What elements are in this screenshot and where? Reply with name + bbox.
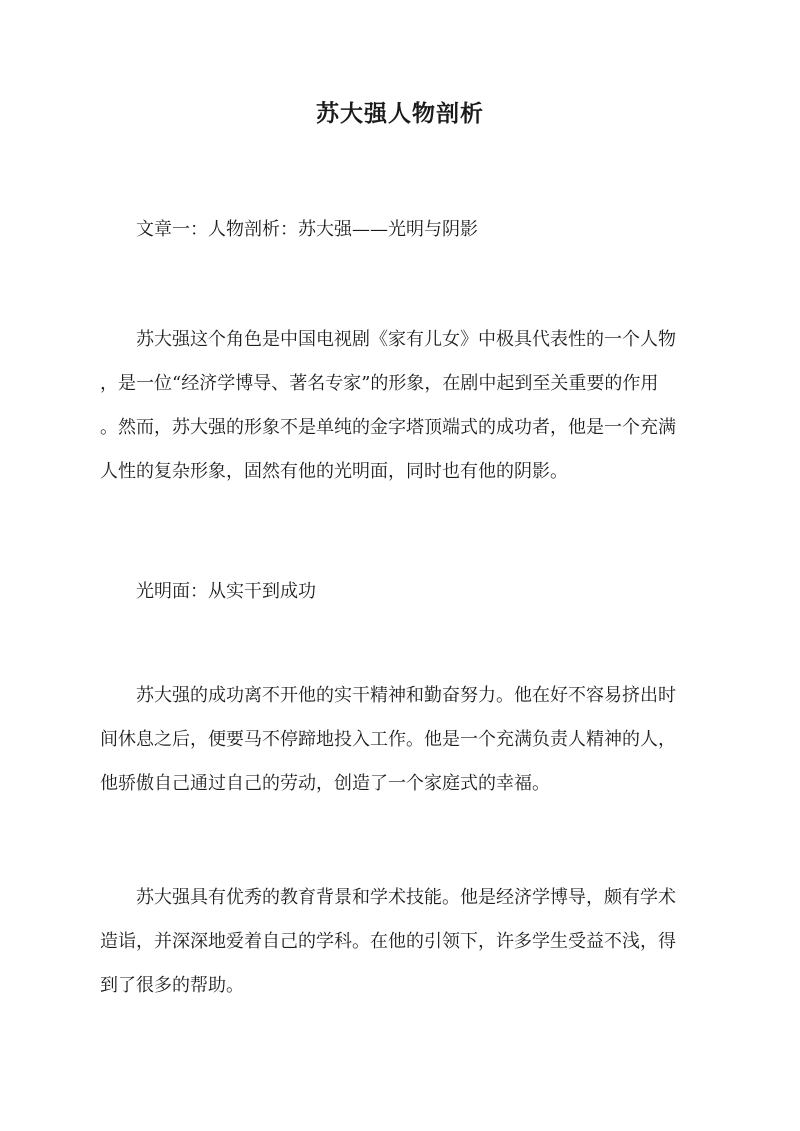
paragraph-line: 。然而，苏大强的形象不是单纯的金字塔顶端式的成功者，他是一个充满 [100, 417, 676, 438]
paragraph-line: ，是一位“经济学博导、著名专家”的形象，在剧中起到至关重要的作用 [100, 373, 659, 394]
paragraph-line: 苏大强具有优秀的教育背景和学术技能。他是经济学博导，颇有学术 [136, 887, 676, 908]
paragraph-1 [100, 318, 700, 494]
paragraph-line: 间休息之后，便要马不停蹄地投入工作。他是一个充满负责人精神的人， [100, 729, 676, 750]
document-title: 苏大强人物剖析 [316, 100, 484, 127]
section-heading: 光明面：从实干到成功 [136, 581, 316, 602]
article-heading: 文章一：人物剖析：苏大强——光明与阴影 [136, 219, 478, 240]
paragraph-line: 他骄傲自己通过自己的劳动，创造了一个家庭式的幸福。 [100, 773, 550, 794]
paragraph-line: 苏大强的成功离不开他的实干精神和勤奋努力。他在好不容易挤出时 [136, 685, 676, 706]
paragraph-line: 人性的复杂形象，固然有他的光明面，同时也有他的阴影。 [100, 461, 568, 482]
paragraph-3 [100, 876, 700, 1008]
paragraph-line: 苏大强这个角色是中国电视剧《家有儿女》中极具代表性的一个人物 [136, 329, 676, 350]
paragraph-line: 造诣，并深深地爱着自己的学科。在他的引领下，许多学生受益不浅，得 [100, 931, 676, 952]
paragraph-2 [100, 674, 700, 806]
paragraph-line: 到了很多的帮助。 [100, 975, 244, 996]
